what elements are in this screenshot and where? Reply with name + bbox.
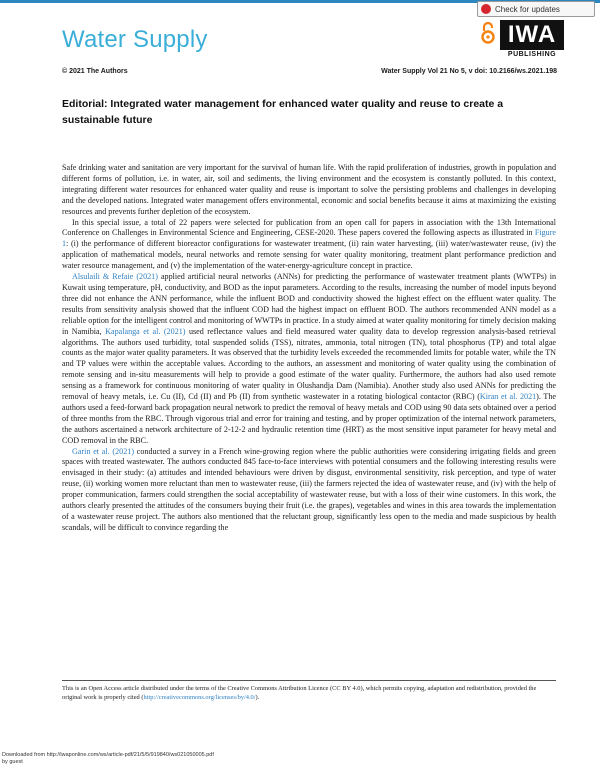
- paragraph-2-text-b: : (i) the performance of different bioreactor configurations for wastewater treatment, (ii) rain water harvesting, (iii) water/wastewater reuse, (iv) the application of mathematical models, neural networks and remote sensing for water quality monitoring, treatment plant performance prediction and water resource management, and (v) the implementation of the water-energy-agriculture concept in practice.: [62, 239, 556, 271]
- paragraph-1: Safe drinking water and sanitation are very important for the survival of human life. With the rapid proliferation of industries, growth in population and different forms of pollution, i.e. in water, air, soil and sediments, the living environment and the ecosystem is constantly polluted. In this context, integrating different water resources for enhanced water quality and reuse is important to solve the persisting problems and challenges in developing and the developed nations. Integrated water management offers environmental, economic and social benefits because it aims at maximizing the existing resources and prevents further depletion of the ecosystem.: [62, 163, 556, 216]
- check-for-updates-button[interactable]: [477, 1, 595, 17]
- publisher-logo: [500, 20, 564, 66]
- citation-link-kiran[interactable]: Kiran et al. 2021: [479, 392, 537, 402]
- paragraph-4-text-a: conducted a survey in a French wine-growing region where the public authorities were considering irrigating fields and green spaces with treated wastewater. The authors conducted 845 face-to-face interviews with potential consumers and the following interesting results were envisaged in their study: (a) attitudes and intended behaviours were driven by disgust, environmental sensitivity, risk perception, and type of water reuse, (ii) working women more reluctant than men to wastewater reuse, (iii) the farmers rejected the idea of wastewater reuse, and (iv) with the help of proper communication, farmers could strengthen the social acceptability of wastewater reuse, but with a loss of their wine customers. In this work, the authors clearly presented the attitudes of the consumers buying their fruit (i.e. the grapes), vegetables and wines in this area towards the implementation of a wastewater reuse project. The authors also mentioned that the reluctant group, significantly less open to the media and made suspicious by health scandals, will be difficult to convince regarding the: [62, 446, 556, 532]
- download-line-1: Downloaded from http://iwaponline.com/ws/article-pdf/21/5/5/919840/ws021050005.pdf: [2, 752, 214, 758]
- paragraph-3-text-b: used reflectance values and field measured water quality data to develop regression analysis-based retrieval algorithms. The authors used turbidity, total suspended solids (TSS), nitrates, ammonia, total nitrogen (TN), total phosphorus (TP) and total algae counts as the major water quality parameters. It was observed that the turbidity levels exceeded the recommended limits for potable water, while the TN and TP values were within the acceptable values. According to the authors, an assessment and monitoring of water quality using the combination of remote sensing and in-situ measurements will help to provide a good estimate of the water quality. Furthermore, the authors had also used remote sensing as a framework for continuous monitoring of water quality in Olushandja Dam (Namibia). Another study also used ANNs for predicting the removal of heavy metals, i.e. Cu (II), Cd (II) and Pb (II) from synthetic wastewater in a rotating biological contactor (RBC) (: [62, 326, 556, 402]
- citation-link-alsulaili[interactable]: Alsulaili & Refaie (2021): [72, 272, 158, 282]
- paragraph-3-text-a: applied artificial neural networks (ANNs) for predicting the performance of wastewater treatment plants (WWTPs) in Kuwait using temperature, pH, conductivity, and BOD as the input parameters. According to the results, increasing the number of model inputs beyond three did not enhance the ANN performance, while the influent BOD and conductivity showed the highest effect on the effluent water quality. The results from sensitivity analysis showed that the influent COD had the highest impact on effluent BOD. The authors recommended ANN model as a reliable option for the intelligent control and monitoring of WWTPs in practice. In a study aimed at water quality monitoring for timely decision making in Namibia,: [62, 272, 556, 336]
- journal-name: Water Supply: [62, 26, 208, 53]
- license-text-a: This is an Open Access article distributed under the terms of the Creative Commons Attribution Licence (CC BY 4.0), which permits copying, adaptation and redistribution, provided the original work is properly cited (: [62, 685, 537, 702]
- check-updates-label: Check for updates: [495, 4, 560, 14]
- article-body: [62, 163, 556, 534]
- figure-1-link[interactable]: Figure 1: [62, 228, 556, 249]
- citation-line: Water Supply Vol 21 No 5, v doi: 10.2166/ws.2021.198: [381, 68, 557, 75]
- license-text-b: ).: [255, 694, 260, 702]
- article-title: Editorial: Integrated water management for enhanced water quality and reuse to create a sustainable future: [62, 98, 504, 126]
- download-line-2: by guest: [2, 759, 23, 765]
- paragraph-3: [62, 272, 556, 447]
- iwa-logo-mark: IWA: [500, 20, 564, 50]
- paragraph-4: [62, 447, 556, 534]
- download-stamp: [2, 752, 214, 766]
- paragraph-2: [62, 218, 556, 273]
- citation-link-kapalanga[interactable]: Kapalanga et al. (2021): [105, 326, 186, 336]
- open-access-lock-icon: [481, 22, 495, 44]
- publisher-name: PUBLISHING: [507, 51, 557, 58]
- license-link[interactable]: http://creativecommons.org/licenses/by/4.0/: [143, 694, 256, 702]
- citation-link-garin[interactable]: Garin et al. (2021): [72, 446, 135, 456]
- check-updates-icon: [481, 4, 491, 14]
- paragraph-3-text-c: ). The authors used a feed-forward back propagation neural network to predict the removal of heavy metals and COD using 90 data sets obtained over a period of three months from the RBC. Through vigorous trial and error for training and testing, and by proper optimization of the internal network parameters, the authors ascertained a network architecture of 2-12-2 and hydraulic retention time (HRT) as the most sensitive input parameter for heavy metal and COD removal in the RBC.: [62, 392, 556, 445]
- footnote-divider: [62, 680, 556, 681]
- copyright-line: © 2021 The Authors: [62, 68, 128, 75]
- license-note: [62, 684, 556, 703]
- paragraph-2-text-a: In this special issue, a total of 22 papers were selected for publication from an open call for papers in association with the 13th International Conference on Challenges in Environmental Science and Engineering, CESE-2020. These papers covered the following aspects as illustrated in: [62, 217, 556, 238]
